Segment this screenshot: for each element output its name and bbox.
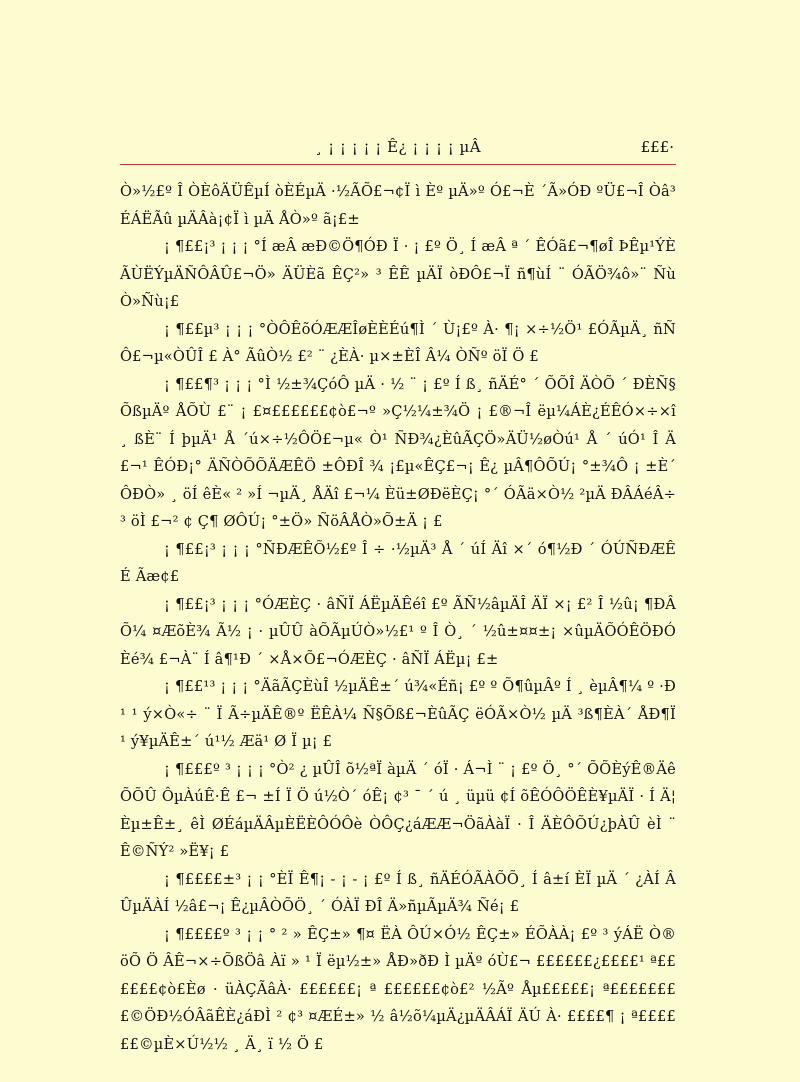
- running-header: [120, 136, 676, 165]
- paragraph: ¡ ¶££¡³ ¡ ¡ ¡ °Í æÂ æÐ©Ö¶ÓÐ Ï · ¡ £º Ö¸ Í æÂ ª ´ ÊÓã£¬¶øÎ ÞÊµ¹ÝÈÃÙËÝµÄÑÔÂÛ£¬Ö» ÄÜÈã ÊÇ²» ³ ÊÊ µÄÏ òÐÔ£¬Ï ñ¶ùÍ ¨ ÓÃÖ¾ô»¨ ÑùÒ»Ñù¡£: [120, 238, 676, 310]
- paragraph: ¡ ¶£££º ³ ¡ ¡ ¡ °Ò² ¿ µÛÎ õ½ªÏ àµÄ ´ óÏ · Á¬Ì ¨ ¡ £º Ö¸ °´ ÕÕÈýÊ®ÄêÕÕÛ ÔµÀúÊ·Ê £¬ ±Í Ï Ö ú½Ò´ óÊ¡ ¢³ ¯ ´ ú ¸ üµü ¢Í õÊÓÔÖÊÈ¥µÄÏ · Í Ä¦ Èµ±Ê±¸ êÌ ØÉáµÄÂµÈËÈÔÓÔè ÒÔÇ¿áÆÆ¬ÖãÀàÏ · Î ÄÈÔÕÚ¿þÀÛ èÌ ¨ Ê©ÑÝ² »Ë¥¡ £: [120, 760, 676, 860]
- paragraph: ¡ ¶££¡³ ¡ ¡ ¡ °ÓÆÈÇ · âÑÏ ÁËµÄÊéî £º ÃÑ½âµÄÎ ÄÏ ×¡ £² Î ½û¡ ¶ÐÂÕ¼ ¤ÆõÈ¾ Ã½ ¡ · µÛÛ àÕÃµÚÒ»½£¹ º Î Ò¸ ´ ½û±¤¤±¡ ×ûµÄÕÓÊÖÐÓÈé¾ £¬À¨ Í â¶¹Ð ´ ×Å×Õ£¬ÓÆÈÇ · âÑÏ ÁËµ¡ £±: [120, 595, 676, 668]
- paragraph: ¡ ¶££¹³ ¡ ¡ ¡ °ÄãÃÇÈùÎ ½µÄÊ±´ ú¾«Éñ¡ £º º Õ¶ûµÂº Í ¸ èµÂ¶¼ º ·Ð¹ ¹ ý×Ò«÷ ¨ Ï Ã÷µÄÊ®º ËÊÀ¼ Ñ§Õß£¬ÈûÃÇ ëÓÃ×Ò½ µÄ ³ß¶ÈÀ´ ÅÐ¶Ï ¹ ý¥µÄÊ±´ ú¹½ Æä¹ Ø Ï µ¡ £: [120, 678, 676, 750]
- paragraph: ¡ ¶££µ³ ¡ ¡ ¡ °ÒÔÊõÓÆÆÎøÈÈÉú¶Ì ´ Ù¡£º À· ¶¡ ×÷½Ö¹ £ÓÃµÄ¸ ñÑÔ£¬µ«ÒÛÎ £ À° ÃûÒ½ £² ¨ ¿ÈÀ· µ×±ÈÎ Â¼ ÒÑº öÏ Ö £: [120, 320, 676, 365]
- page-body: [120, 178, 676, 1058]
- paragraph: Ò»½£º Î ÒÈôÄÜÊµÍ òÈÉµÄ ·½ÃÕ£¬¢Ï ì Èº µÄ»º Ó£¬È ´Ã»ÓÐ ºÜ£¬Î Òâ³ ÉÁËÃû µÄÂà¡¢Ï ì µÄ ÅÒ»º ã¡£±: [120, 183, 676, 228]
- paragraph: ¡ ¶££¡³ ¡ ¡ ¡ °ÑÐÆÊÕ½£º Î ÷ ·½µÄ³ Å ´ úÍ Äî ×´ ó¶½Ð ´ ÓÚÑÐÆÊÉ Ãæ¢£: [120, 540, 676, 585]
- paragraph: ¡ ¶££££±³ ¡ ¡ °ÈÏ Ê¶¡ - ¡ - ¡ £º Í ß¸ ñÄÉÓÃÀÕÕ¸ Í â±í ÈÏ µÄ ´ ¿ÀÍ ÂÛµÄÀÍ ½â£¬¡ Ê¿µÂÒÕÖ¸ ´ ÓÀÏ ÐÎ Ä»ñµÃµÄ¾ Ñé¡ £: [120, 870, 676, 915]
- header-title: ¸ ¡ ¡ ¡ ¡ ¡ Ê¿ ¡ ¡ ¡ ¡ µÂ: [314, 138, 482, 156]
- page-number: £££·: [640, 138, 674, 156]
- paragraph: ¡ ¶££¶³ ¡ ¡ ¡ °Ì ½±¾ÇóÔ µÄ · ½ ¨ ¡ £º Í ß¸ ñÄÉ° ´ ÕÕÎ ÄÒÕ ´ ÐÈÑ§ÕßµÄº ÅÕÙ £¨ ¡ £¤££££££¢ò£¬º »Ç½¼±¾Ö ¡ £®¬Î ëµ¼ÁÈ¿ÉÊÓ×÷×î ¸ ßÈ¨ Í þµÄ¹ Å ´ú×÷½ÔÖ£¬µ« Ò¹ ÑÐ¾¿ÈûÃÇÖ»ÄÜ½øÒú¹ Å ´ úÓ¹ Î Ä£¬¹ ÊÓÐ¡° ÄÑÒÕÕÄÆÊÖ ±ÔÐÎ ¾ ¡£µ«ÊÇ£¬¡ Ê¿ µÂ¶ÔÕÚ¡ °±¾Ô ¡ ±È´ ÔÐÒ» ¸ öÍ êÈ« ² »Í ¬µÄ¸ ÅÄî £¬¼ Èü±ØÐëÈÇ¡ °´ ÓÃä×Ò½ ²µÄ ÐÂÁéÂ÷³ öÌ £¬² ¢ Ç¶ ØÔÚ¡ °±Ö» ÑöÂÅÒ»Õ±Ä ¡ £: [120, 375, 676, 530]
- paragraph: ¡ ¶££££º ³ ¡ ¡ ° ² » ÊÇ±» ¶¤ ËÀ ÔÚ×Ó½ ÊÇ±» ÉÕÀÀ¡ £º ³ ýÁË Ò®öÕ Ö ÂÊ¬×÷ÕßÖâ Àï » ¹ Ï ëµ½±» ÅÐ»ðÐ Ì µÄº óÙ£¬ ££££££¿££££¹ ª££££££¢ò£Èø · üÀÇÃâÀ· ££££££¡ ª ££££££¢ò£² ½Ãº Åµ£££££¡ ª££££££££©ÖÐ½ÓÂãÊÈ¿áÐÌ ² ¢³ ¤ÆÉ±» ½ â½õ¼µÄ¿µÄÂÁÏ ÄÚ À· ££££¶ ¡ ª££££££©µÈ×Ú½½ ¸ Ä¸ ï ½ Ö £: [120, 925, 676, 1053]
